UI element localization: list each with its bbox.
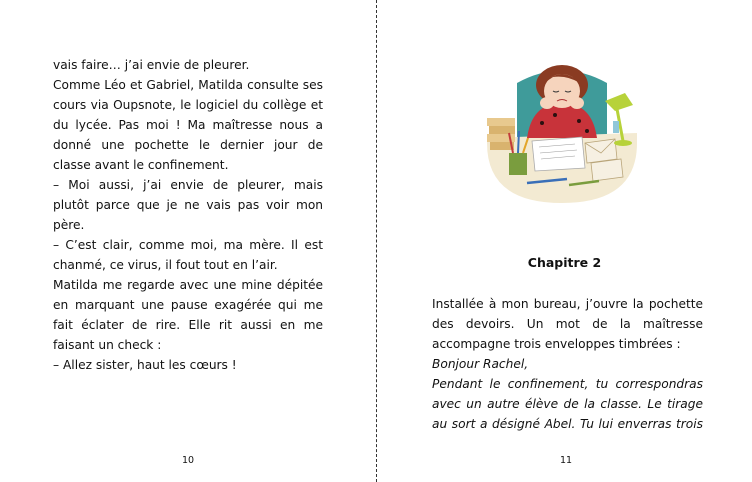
paragraph: Comme Léo et Gabriel, Matilda consulte ses cours via Oupsnote, le logiciel du collège et du lycée. Pas moi ! Ma maîtresse nous a donné une pochette le dernier jour de classe avant le confinement.	[53, 78, 323, 172]
page-number-left: 10	[181, 455, 195, 466]
paragraph: – Allez sister, haut les cœurs !	[53, 358, 237, 372]
chapter-title: Chapitre 2	[527, 255, 602, 270]
paragraph: – C’est clair, comme moi, ma mère. Il est chanmé, ce virus, il fout tout en l’air.	[53, 238, 323, 272]
letter-body: Pendant le confinement, tu correspondras avec un autre élève de la classe. Le tirage au sort a désigné Abel. Tu lui enverras trois	[432, 377, 703, 431]
paragraph: Installée à mon bureau, j’ouvre la pochette des devoirs. Un mot de la maîtresse accompagne trois enveloppes timbrées :	[432, 297, 703, 351]
left-page-text	[53, 55, 323, 375]
paragraph: vais faire… j’ai envie de pleurer.	[53, 58, 250, 72]
girl-at-desk-illustration	[487, 63, 637, 203]
right-page-text	[432, 294, 703, 434]
letter-greeting: Bonjour Rachel,	[432, 357, 529, 371]
paragraph: – Moi aussi, j’ai envie de pleurer, mais plutôt parce que je ne vais pas voir mon père.	[53, 178, 323, 232]
right-page	[377, 0, 752, 482]
paragraph: Matilda me regarde avec une mine dépitée en marquant une pause exagérée qui me fait éclater de rire. Elle rit aussi en me faisant un check :	[53, 278, 323, 352]
page-number-right: 11	[559, 455, 573, 466]
